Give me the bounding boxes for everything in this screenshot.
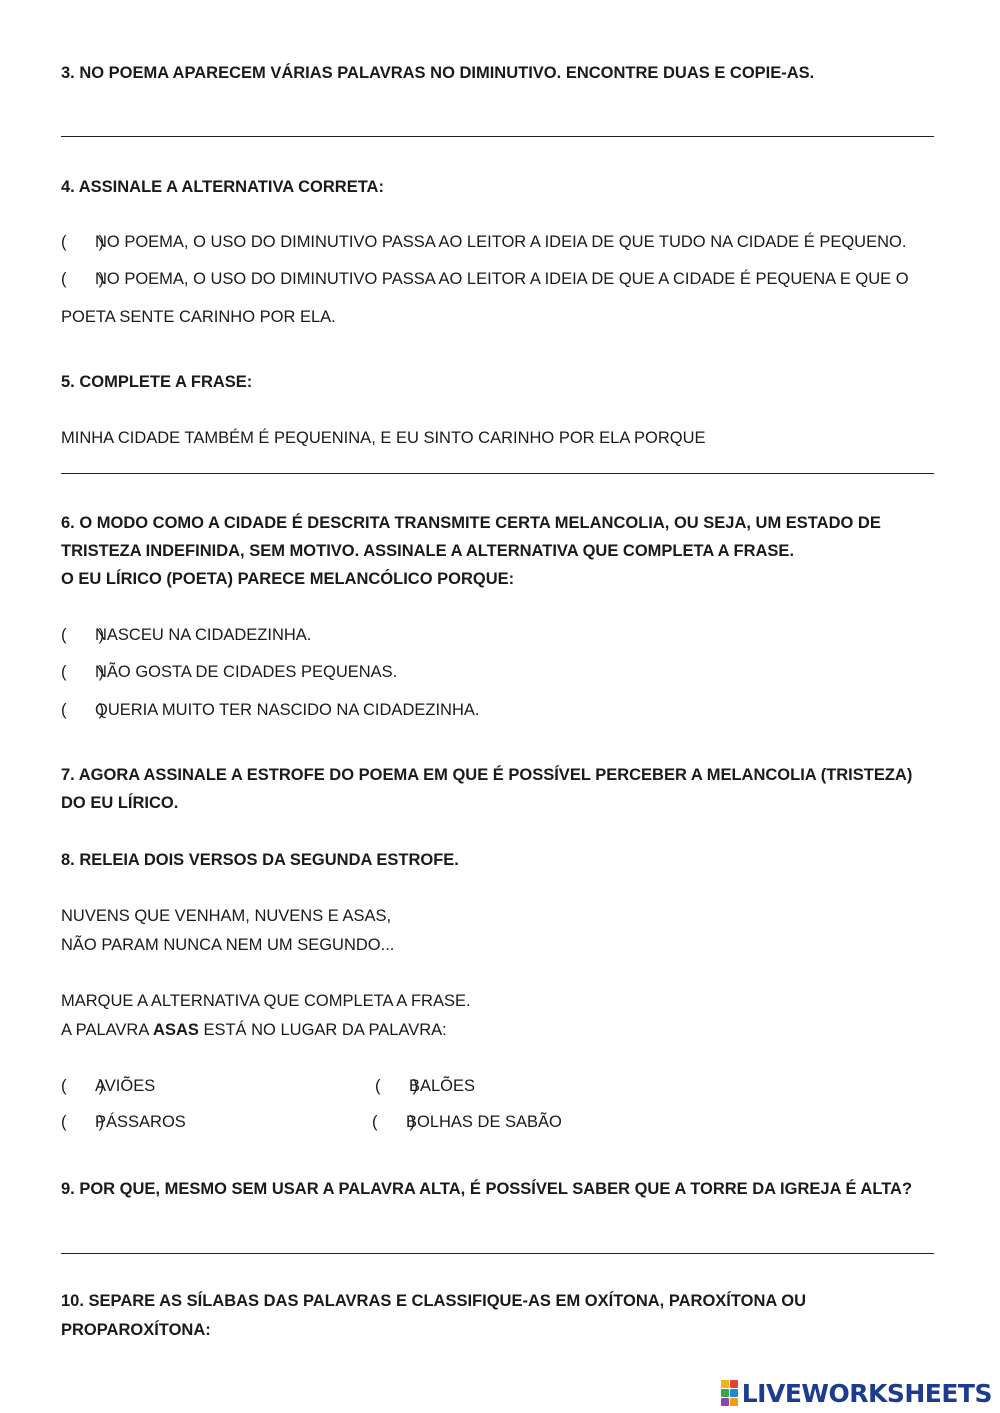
q8-option-2[interactable] — [375, 1075, 475, 1097]
q8-verse-1: NUVENS QUE VENHAM, NUVENS E ASAS, — [61, 907, 392, 925]
q8-sentence-bold: ASAS — [153, 1021, 199, 1039]
question-3-title: 3. NO POEMA APARECEM VÁRIAS PALAVRAS NO DIMINUTIVO. ENCONTRE DUAS E COPIE-AS. — [61, 64, 815, 82]
q8-sentence-post: ESTÁ NO LUGAR DA PALAVRA: — [198, 1021, 447, 1039]
q8-option-3-text: PÁSSAROS — [95, 1113, 186, 1131]
q8-sentence-pre: A PALAVRA — [61, 1021, 154, 1039]
question-6-line-1: 6. O MODO COMO A CIDADE É DESCRITA TRANSMITE CERTA MELANCOLIA, OU SEJA, UM ESTADO DE — [61, 514, 881, 532]
q4-option-1-text: NO POEMA, O USO DO DIMINUTIVO PASSA AO LEITOR A IDEIA DE QUE TUDO NA CIDADE É PEQUENO. — [95, 233, 907, 251]
question-4-title: 4. ASSINALE A ALTERNATIVA CORRETA: — [61, 178, 384, 196]
liveworksheets-logo — [721, 1378, 992, 1408]
q8-option-2-text: BALÕES — [409, 1077, 476, 1095]
checkbox-paren[interactable]: ( ) — [61, 701, 105, 719]
q8-option-1-text: AVIÕES — [95, 1077, 156, 1095]
question-10-line-1: 10. SEPARE AS SÍLABAS DAS PALAVRAS E CLASSIFIQUE-AS EM OXÍTONA, PAROXÍTONA OU — [61, 1292, 807, 1310]
answer-line-q5[interactable] — [61, 473, 934, 474]
question-6-line-3: O EU LÍRICO (POETA) PARECE MELANCÓLICO PORQUE: — [61, 570, 515, 588]
q4-option-1[interactable] — [61, 231, 906, 253]
question-8-title: 8. RELEIA DOIS VERSOS DA SEGUNDA ESTROFE. — [61, 851, 459, 869]
q8-instruction: MARQUE A ALTERNATIVA QUE COMPLETA A FRASE. — [61, 992, 471, 1010]
checkbox-paren[interactable]: ( ) — [61, 1113, 105, 1131]
q6-option-3[interactable] — [61, 699, 479, 721]
question-10-line-2: PROPAROXÍTONA: — [61, 1321, 211, 1339]
question-7-line-1: 7. AGORA ASSINALE A ESTROFE DO POEMA EM QUE É POSSÍVEL PERCEBER A MELANCOLIA (TRISTEZA) — [61, 766, 913, 784]
checkbox-paren[interactable]: ( ) — [372, 1113, 416, 1131]
question-7-line-2: DO EU LÍRICO. — [61, 794, 179, 812]
q8-verse-2: NÃO PARAM NUNCA NEM UM SEGUNDO... — [61, 936, 395, 954]
q6-option-1[interactable] — [61, 624, 311, 646]
logo-mark-icon — [721, 1380, 738, 1406]
question-9-title: 9. POR QUE, MESMO SEM USAR A PALAVRA ALTA, É POSSÍVEL SABER QUE A TORRE DA IGREJA É ALTA? — [61, 1180, 913, 1198]
checkbox-paren[interactable]: ( ) — [61, 233, 105, 251]
q8-option-1[interactable] — [61, 1075, 155, 1097]
checkbox-paren[interactable]: ( ) — [61, 663, 105, 681]
q8-option-4-text: BOLHAS DE SABÃO — [406, 1113, 562, 1131]
q6-option-2-text: NÃO GOSTA DE CIDADES PEQUENAS. — [95, 663, 398, 681]
q4-option-2-text: NO POEMA, O USO DO DIMINUTIVO PASSA AO LEITOR A IDEIA DE QUE A CIDADE É PEQUENA E QUE O — [95, 270, 909, 288]
q6-option-1-text: NASCEU NA CIDADEZINHA. — [95, 626, 312, 644]
checkbox-paren[interactable]: ( ) — [375, 1077, 419, 1095]
q4-option-2-continuation: POETA SENTE CARINHO POR ELA. — [61, 308, 336, 326]
answer-line-q3[interactable] — [61, 136, 934, 137]
answer-line-q9[interactable] — [61, 1253, 934, 1254]
q8-sentence — [61, 1019, 447, 1041]
logo-text: LIVEWORKSHEETS — [741, 1378, 992, 1408]
q8-option-3[interactable] — [61, 1111, 186, 1133]
q6-option-3-text: QUERIA MUITO TER NASCIDO NA CIDADEZINHA. — [95, 701, 480, 719]
q4-option-2[interactable] — [61, 268, 909, 290]
checkbox-paren[interactable]: ( ) — [61, 270, 105, 288]
question-5-title: 5. COMPLETE A FRASE: — [61, 373, 253, 391]
q6-option-2[interactable] — [61, 661, 397, 683]
checkbox-paren[interactable]: ( ) — [61, 1077, 105, 1095]
question-6-line-2: TRISTEZA INDEFINIDA, SEM MOTIVO. ASSINALE A ALTERNATIVA QUE COMPLETA A FRASE. — [61, 542, 795, 560]
checkbox-paren[interactable]: ( ) — [61, 626, 105, 644]
q8-option-4[interactable] — [372, 1111, 562, 1133]
q5-prompt: MINHA CIDADE TAMBÉM É PEQUENINA, E EU SINTO CARINHO POR ELA PORQUE — [61, 429, 706, 447]
